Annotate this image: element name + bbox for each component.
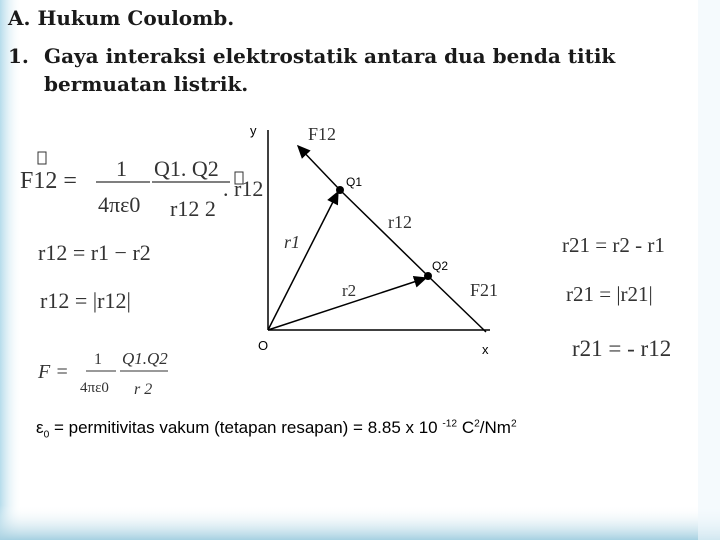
y-axis-label: y [250, 123, 257, 138]
f21-label: F21 [470, 280, 499, 300]
permittivity-note [36, 418, 517, 440]
origin-label: O [258, 338, 269, 353]
r12-line [340, 190, 428, 276]
equation-f12 [18, 150, 264, 225]
permittivity-text: = permitivitas vakum (tetapan resapan) = 8.85 x 10 [49, 418, 443, 437]
unit-nm: /Nm [479, 418, 511, 437]
equation-r12-def: r12 = r1 − r2 [38, 240, 151, 265]
epsilon-symbol: ε [36, 418, 44, 437]
f12-frac-den: 4πε0 [98, 192, 141, 217]
x-axis-label: x [482, 342, 489, 357]
r1-label: r1 [284, 232, 301, 252]
coulomb-diagram [250, 110, 520, 360]
f-frac-den: 4πε0 [80, 380, 109, 396]
f-lhs: F = [38, 361, 69, 383]
q2-label: Q2 [432, 259, 449, 273]
f12-arrow [298, 146, 340, 190]
r12-label: r12 [388, 212, 412, 232]
f12-lhs: F12 = [20, 168, 77, 194]
epsilon-subscript: 0 [43, 429, 50, 441]
exponent: -12 [442, 418, 458, 430]
charge-q2 [424, 272, 432, 280]
r1-vector [268, 192, 338, 330]
equation-f-scalar [34, 342, 194, 406]
f-frac-num: 1 [94, 351, 102, 368]
equation-r21-relation: r21 = - r12 [572, 336, 672, 361]
unit-c: C [461, 418, 475, 437]
equation-r21-def: r21 = r2 - r1 [562, 233, 665, 257]
list-item-text: Gaya interaksi elektrostatik antara dua benda titik bermuatan listrik. [44, 44, 616, 96]
f12-q-num: Q1. Q2 [154, 156, 219, 181]
slide-title: A. Hukum Coulomb. [8, 6, 235, 30]
equation-r21-magnitude: r21 = |r21| [566, 282, 653, 306]
list-item-number: 1. [8, 44, 29, 68]
f-q-num: Q1.Q2 [122, 349, 168, 368]
f12-tail: . r12 [223, 176, 264, 201]
f12-label: F12 [308, 124, 337, 144]
f12-q-den: r12 2 [170, 196, 216, 221]
unit-c-exp: 2 [474, 418, 480, 430]
unit-nm-exp: 2 [510, 418, 517, 430]
f-q-den: r 2 [134, 381, 153, 398]
f12-frac-num: 1 [116, 156, 127, 181]
equation-r12-magnitude: r12 = |r12| [40, 288, 131, 313]
q1-label: Q1 [346, 175, 363, 189]
r2-label: r2 [342, 281, 357, 300]
charge-q1 [336, 186, 344, 194]
